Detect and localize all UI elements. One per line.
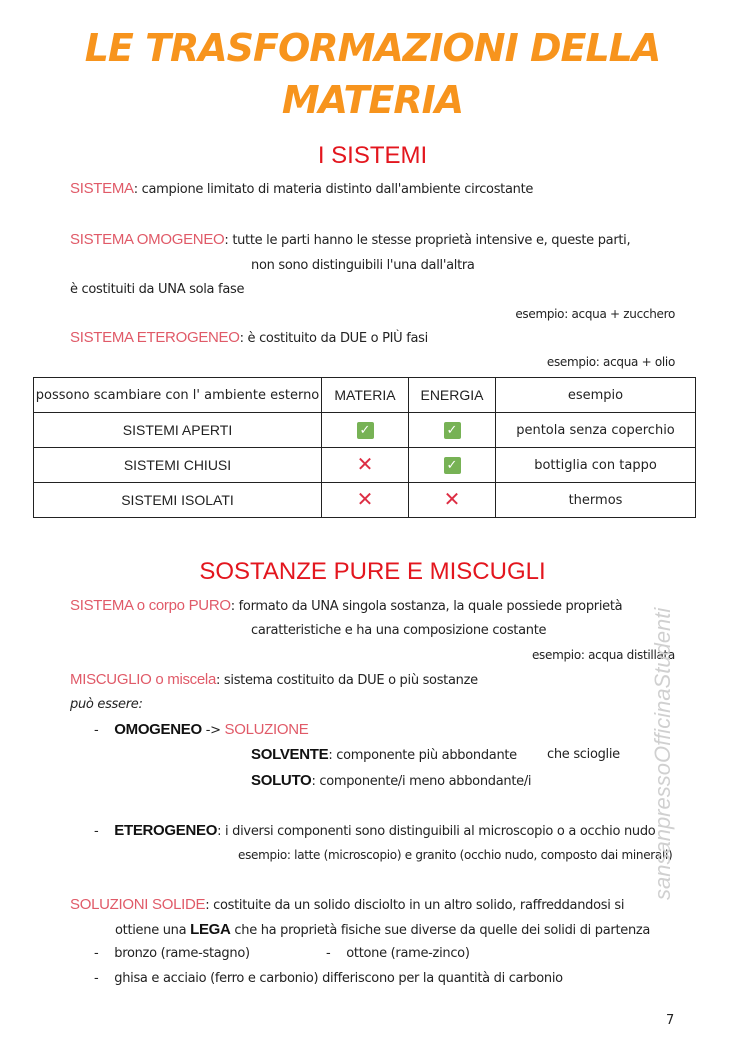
table-header: MATERIA	[322, 378, 409, 413]
table-header: ENERGIA	[409, 378, 496, 413]
term-lega: LEGA	[190, 921, 231, 938]
definition-eterogeneo	[70, 329, 428, 346]
term-sistema: SISTEMA	[70, 180, 134, 197]
document-title-line1: LE TRASFORMAZIONI DELLA	[84, 26, 661, 70]
def-soluzioni-solide-2: ottiene una LEGA che ha proprietà fisiche sue diverse da quelle dei solidi di partenza	[115, 921, 651, 938]
definition-sistema	[70, 180, 533, 197]
cross-icon: ✕	[356, 451, 374, 476]
term-sistema-omogeneo: SISTEMA OMOGENEO	[70, 231, 225, 248]
row-example: pentola senza coperchio	[496, 413, 696, 448]
definition-solvente	[251, 746, 517, 763]
list-item: - ottone (rame-zinco)	[326, 946, 470, 961]
def-eterogeneo-misc: : i diversi componenti sono distinguibili al microscopio o a occhio nudo	[217, 824, 656, 839]
bullet-dash: -	[94, 946, 99, 961]
def-soluzioni-solide-1: : costituite da un solido disciolto in un altro solido, raffreddandosi si	[205, 898, 625, 913]
example-omogeneo: esempio: acqua + zucchero	[515, 307, 675, 321]
table-header: possono scambiare con l' ambiente esterno	[34, 378, 322, 413]
section-heading-sistemi: I SISTEMI	[317, 142, 428, 169]
bullet-dash: -	[94, 824, 99, 839]
definition-miscuglio	[70, 671, 478, 688]
def-puro-2: caratteristiche e ha una composizione costante	[251, 623, 547, 638]
definition-soluzioni-solide	[70, 896, 624, 913]
section-heading-sostanze: SOSTANZE PURE E MISCUGLI	[199, 558, 546, 585]
term-soluzione: SOLUZIONE	[224, 721, 309, 738]
row-name: SISTEMI APERTI	[34, 413, 322, 448]
bullet-omogeneo	[94, 721, 309, 738]
example-eterogeneo: esempio: acqua + olio	[546, 355, 675, 369]
def-omogeneo-1: : tutte le parti hanno le stesse proprietà intensive e, queste parti,	[224, 233, 631, 248]
def-sistema: : campione limitato di materia distinto dall'ambiente circostante	[133, 182, 534, 197]
bullet-dash: -	[94, 723, 99, 738]
table-row	[34, 483, 696, 518]
example-puro: esempio: acqua distillata	[531, 648, 675, 662]
row-name: SISTEMI ISOLATI	[34, 483, 322, 518]
term-soluzioni-solide: SOLUZIONI SOLIDE	[70, 896, 206, 913]
list-item: - bronzo (rame-stagno)	[94, 946, 250, 961]
check-icon: ✓	[357, 422, 374, 439]
bullet-dash: -	[94, 971, 99, 986]
watermark: sansanpressoOfficinaStudenti	[650, 607, 675, 900]
def-soluto: : componente/i meno abbondante/i	[311, 774, 532, 789]
term-omogeneo: OMOGENEO	[114, 721, 202, 738]
bullet-eterogeneo	[94, 822, 655, 839]
bullet-dash: -	[326, 946, 331, 961]
table-header-row	[34, 378, 696, 413]
miscuglio-intro: può essere:	[70, 697, 143, 712]
table-header: esempio	[496, 378, 696, 413]
page-number: 7	[666, 1013, 674, 1028]
term-solvente: SOLVENTE	[251, 746, 329, 763]
term-soluto: SOLUTO	[251, 772, 312, 789]
check-icon: ✓	[444, 457, 461, 474]
cross-icon: ✕	[356, 486, 374, 511]
check-icon: ✓	[444, 422, 461, 439]
definition-soluto	[251, 772, 531, 789]
row-example: thermos	[496, 483, 696, 518]
row-name: SISTEMI CHIUSI	[34, 448, 322, 483]
term-miscuglio: MISCUGLIO o miscela	[70, 671, 216, 688]
list-item: - ghisa e acciaio (ferro e carbonio) differiscono per la quantità di carbonio	[94, 971, 563, 986]
definition-puro	[70, 597, 622, 614]
def-puro-1: : formato da UNA singola sostanza, la quale possiede proprietà	[230, 599, 623, 614]
term-sistema-eterogeneo: SISTEMA ETEROGENEO	[70, 329, 240, 346]
term-eterogeneo: ETEROGENEO	[114, 822, 218, 839]
def-miscuglio: : sistema costituito da DUE o più sostanze	[216, 673, 478, 688]
arrow-text: ->	[201, 723, 225, 738]
definition-omogeneo	[70, 231, 630, 248]
term-puro: SISTEMA o corpo PURO	[70, 597, 231, 614]
systems-table	[33, 377, 696, 518]
solvente-note: che scioglie	[547, 747, 620, 762]
table-row	[34, 413, 696, 448]
table-row	[34, 448, 696, 483]
def-omogeneo-3: è costituiti da UNA sola fase	[70, 282, 245, 297]
example-eterogeneo-misc: esempio: latte (microscopio) e granito (occhio nudo, composto dai minerali)	[238, 848, 673, 862]
def-eterogeneo: : è costituito da DUE o PIÙ fasi	[239, 331, 428, 346]
def-omogeneo-2: non sono distinguibili l'una dall'altra	[251, 258, 475, 273]
cross-icon: ✕	[443, 486, 461, 511]
row-example: bottiglia con tappo	[496, 448, 696, 483]
document-title-line2: MATERIA	[281, 78, 464, 122]
def-solvente: : componente più abbondante	[328, 748, 517, 763]
